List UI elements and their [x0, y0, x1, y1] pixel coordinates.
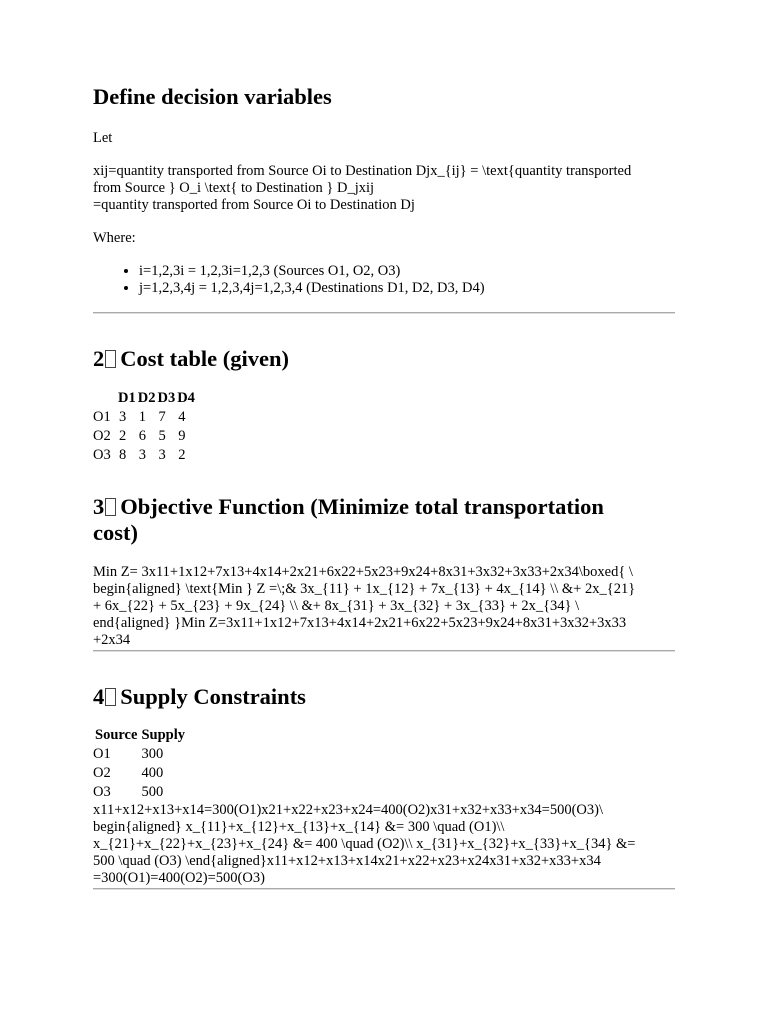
column-header: Source: [95, 727, 138, 743]
section-number: 3: [93, 494, 105, 519]
formula-line: =300(O1)=400(O2)=500(O3): [93, 870, 265, 886]
section-heading-objective: [93, 494, 675, 546]
column-header: D4: [177, 390, 195, 406]
table-row: [93, 446, 196, 465]
formula-line: x_{21}+x_{22}+x_{23}+x_{24} &= 400 \quad (O2)\\ x_{31}+x_{32}+x_{33}+x_{34} &=: [93, 836, 636, 852]
column-header: D2: [137, 390, 156, 406]
index-list: [93, 263, 675, 297]
table-cell: 2: [119, 428, 127, 444]
column-header: Supply: [141, 727, 185, 743]
column-header: [93, 389, 117, 408]
table-cell: 1: [138, 409, 146, 425]
keycap-glyph-icon: [105, 688, 116, 706]
row-label: O1: [93, 409, 111, 425]
keycap-glyph-icon: [105, 498, 116, 516]
row-label: O2: [93, 428, 111, 444]
table-cell: 7: [158, 409, 166, 425]
definition-line: =quantity transported from Source Oi to Destination Dj: [93, 197, 415, 213]
table-cell: 6: [138, 428, 146, 444]
list-item: • i=1,2,3i = 1,2,3i=1,2,3 (Sources O1, O2, O3): [139, 263, 675, 280]
definition-line: xij=quantity transported from Source Oi to Destination Djx_{ij} = \text{quantity transported: [93, 163, 632, 179]
section-divider: [93, 650, 675, 652]
table-row: [93, 764, 187, 783]
table-cell: 3: [119, 409, 127, 425]
table-cell: 400: [141, 765, 164, 781]
table-row: [93, 783, 187, 802]
row-label: O2: [93, 765, 111, 781]
table-header-row: [93, 726, 187, 745]
table-cell: 500: [141, 784, 164, 800]
section-title: Objective Function (Minimize total transportation: [120, 494, 604, 519]
let-text: Let: [93, 130, 113, 146]
objective-formula: [93, 564, 675, 649]
formula-line: + 6x_{22} + 5x_{23} + 9x_{24} \\ &+ 8x_{31} + 3x_{32} + 3x_{33} + 2x_{34} \: [93, 598, 580, 614]
section-divider: [93, 888, 675, 890]
section-heading-supply: [93, 684, 675, 710]
table-header-row: [93, 389, 196, 408]
table-cell: 9: [178, 428, 186, 444]
section-heading-decision-variables: Define decision variables: [93, 84, 332, 109]
section-title: Cost table (given): [120, 346, 289, 371]
table-cell: 8: [119, 447, 127, 463]
table-cell: 2: [178, 447, 186, 463]
formula-line: x11+x12+x13+x14=300(O1)x21+x22+x23+x24=400(O2)x31+x32+x33+x34=500(O3)\: [93, 802, 604, 818]
formula-line: begin{aligned} \text{Min } Z =\;& 3x_{11} + 1x_{12} + 7x_{13} + 4x_{14} \\ &+ 2x_{21}: [93, 581, 636, 597]
formula-line: +2x34: [93, 632, 131, 648]
table-row: [93, 408, 196, 427]
formula-line: Min Z= 3x11+1x12+7x13+4x14+2x21+6x22+5x23+9x24+8x31+3x32+3x33+2x34\boxed{ \: [93, 564, 633, 580]
document-body: [93, 84, 675, 890]
table-cell: 5: [158, 428, 166, 444]
keycap-glyph-icon: [105, 350, 116, 368]
section-number: 4: [93, 684, 105, 709]
table-row: [93, 745, 187, 764]
formula-line: begin{aligned} x_{11}+x_{12}+x_{13}+x_{14} &= 300 \quad (O1)\\: [93, 819, 505, 835]
where-text: Where:: [93, 230, 136, 246]
section-title: Supply Constraints: [120, 684, 306, 709]
supply-table: [93, 726, 187, 802]
section-divider: [93, 312, 675, 314]
list-item: • j=1,2,3,4j = 1,2,3,4j=1,2,3,4 (Destinations D1, D2, D3, D4): [139, 280, 675, 297]
section-number: 2: [93, 346, 105, 371]
cost-table: [93, 389, 196, 465]
supply-formula: [93, 802, 675, 887]
table-row: [93, 427, 196, 446]
row-label: O3: [93, 784, 111, 800]
definition-line: from Source } O_i \text{ to Destination } D_jxij: [93, 180, 375, 196]
section-heading-cost-table: [93, 346, 675, 372]
column-header: D3: [157, 390, 176, 406]
definition-paragraph: [93, 163, 675, 214]
section-title-continued: cost): [93, 520, 138, 545]
table-cell: 300: [141, 746, 164, 762]
table-cell: 3: [158, 447, 166, 463]
formula-line: 500 \quad (O3) \end{aligned}x11+x12+x13+x14x21+x22+x23+x24x31+x32+x33+x34: [93, 853, 601, 869]
table-cell: 3: [138, 447, 146, 463]
table-cell: 4: [178, 409, 186, 425]
row-label: O1: [93, 746, 111, 762]
row-label: O3: [93, 447, 111, 463]
column-header: D1: [118, 390, 136, 406]
formula-line: end{aligned} }Min Z=3x11+1x12+7x13+4x14+2x21+6x22+5x23+9x24+8x31+3x32+3x33: [93, 615, 627, 631]
